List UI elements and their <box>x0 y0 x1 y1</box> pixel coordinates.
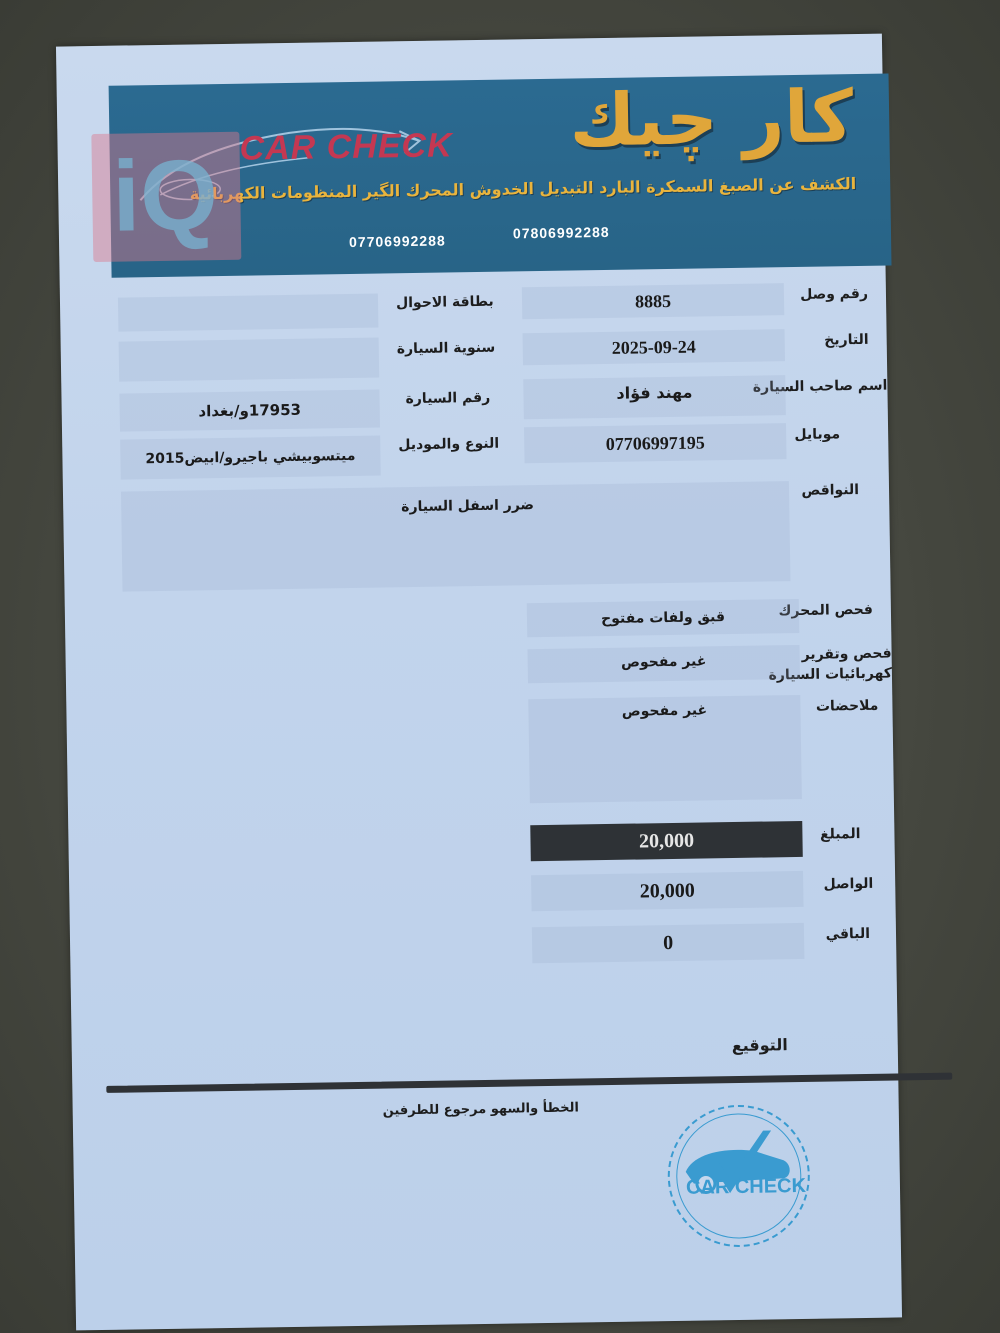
electrical-check-label: فحص وتقرير كهربائيات السيارة <box>768 645 893 684</box>
watermark-text: iQ <box>111 139 219 253</box>
notes-label: ملاحضات <box>815 697 879 715</box>
make-model-label: النوع والموديل <box>398 435 500 454</box>
amount-label: المبلغ <box>819 826 861 843</box>
phone-2: 07706992288 <box>348 232 446 250</box>
date-label: التاريخ <box>824 331 869 349</box>
amount-value: 20,000 <box>530 821 803 861</box>
remaining-label: الباقي <box>825 925 871 943</box>
brand-arabic: كار چيك <box>568 74 854 163</box>
mobile-label: موبايل <box>794 426 841 444</box>
remaining-value: 0 <box>532 923 805 963</box>
plate-no-value: 17953و/بغداد <box>119 390 380 432</box>
services-list: الكشف عن الصبغ السمكرة البارد التبديل الخدوش المحرك الگير المنظومات الكهربائية <box>189 174 857 204</box>
receipt-paper <box>56 34 902 1331</box>
divider-line <box>106 1073 952 1093</box>
mobile-value: 07706997195 <box>524 423 787 463</box>
car-annual-value <box>119 338 380 382</box>
defects-value: ضرر اسفل السيارة <box>121 481 790 591</box>
plate-no-label: رقم السيارة <box>405 389 491 408</box>
watermark-logo <box>91 132 241 262</box>
date-value: 2025-09-24 <box>523 329 785 365</box>
defects-label: النواقص <box>801 482 860 499</box>
make-model-value: ميتسوبيشي باجيرو/ابيض2015 <box>120 436 381 480</box>
electrical-check-value: غير مفحوص <box>527 645 800 683</box>
disclaimer-text: الخطأ والسهو مرجوع للطرفين <box>382 1100 580 1119</box>
owner-name-value: مهند فؤاد <box>523 375 786 419</box>
stamp-text: CAR CHECK <box>685 1174 807 1199</box>
status-card-label: بطاقة الاحوال <box>395 293 494 312</box>
header-banner <box>109 73 892 277</box>
notes-value: غير مفحوص <box>528 695 802 803</box>
brand-english: CAR CHECK <box>239 126 453 168</box>
engine-check-value: قبق ولفات مفتوح <box>527 599 800 637</box>
signature-label: التوقيع <box>731 1035 788 1056</box>
paid-label: الواصل <box>823 875 874 893</box>
receipt-no-value: 8885 <box>522 283 784 319</box>
status-card-value <box>118 294 379 332</box>
car-annual-label: سنوية السيارة <box>396 339 496 358</box>
paid-value: 20,000 <box>531 871 804 911</box>
phone-1: 07806992288 <box>512 223 610 242</box>
engine-check-label: فحص المحرك <box>778 601 874 620</box>
owner-name-label: اسم صاحب السيارة <box>752 377 888 396</box>
receipt-no-label: رقم وصل <box>800 285 869 303</box>
